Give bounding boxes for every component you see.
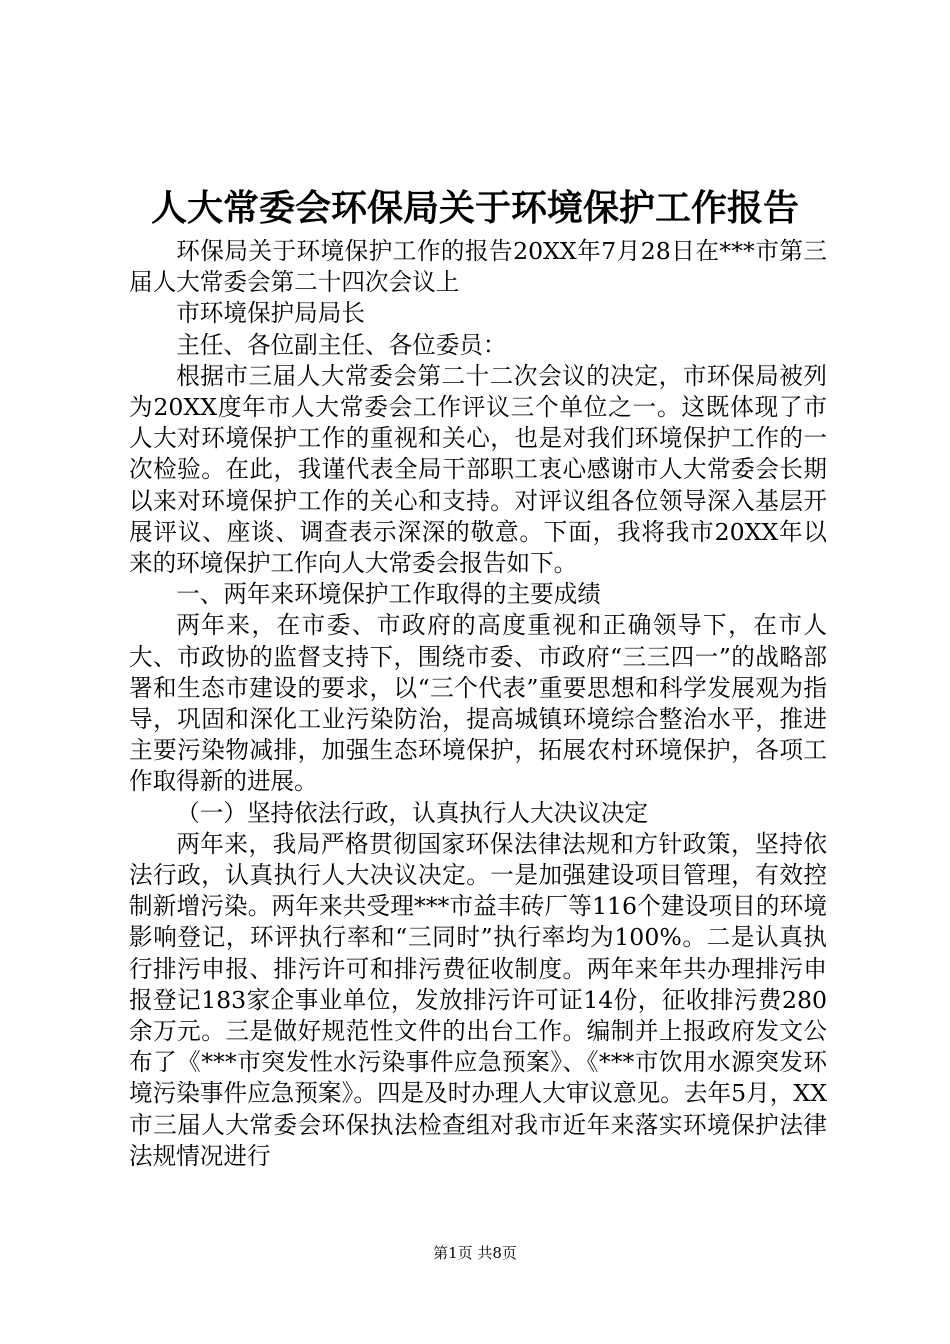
document-title: 人大常委会环保局关于环境保护工作报告 (150, 187, 799, 229)
document-body (129, 236, 827, 1172)
paragraph-achievements: 两年来，在市委、市政府的高度重视和正确领导下，在市人大、市政协的监督支持下，围绕市委、市政府“三三四一”的战略部署和生态市建设的要求，以“三个代表”重要思想和科学发展观为指导，巩固和深化工业污染防治，提高城镇环境综合整治水平，推进主要污染物减排，加强生态环境保护，拓展农村环境保护，各项工作取得新的进展。 (129, 611, 827, 796)
paragraph-report-heading: 环保局关于环境保护工作的报告20XX年7月28日在***市第三届人大常委会第二十四次会议上 (129, 237, 827, 297)
page-footer: 第1页 共8页 (433, 1244, 517, 1262)
subsection-heading-law: （一）坚持依法行政，认真执行人大决议决定 (176, 798, 649, 827)
paragraph-speaker: 市环境保护局局长 (176, 299, 365, 328)
paragraph-intro: 根据市三届人大常委会第二十二次会议的决定，市环保局被列为20XX度年市人大常委会工作评议三个单位之一。这既体现了市人大对环境保护工作的重视和关心，也是对我们环境保护工作的一次检验。在此，我谨代表全局干部职工衷心感谢市人大常委会长期以来对环境保护工作的关心和支持。对评议组各位领导深入基层开展评议、座谈、调查表示深深的敬意。下面，我将我市20XX年以来的环境保护工作向人大常委会报告如下。 (129, 361, 827, 578)
paragraph-law: 两年来，我局严格贯彻国家环保法律法规和方针政策，坚持依法行政，认真执行人大决议决定。一是加强建设项目管理，有效控制新增污染。两年来共受理***市益丰砖厂等116个建设项目的环境影响登记，环评执行率和“三同时”执行率均为100%。二是认真执行排污申报、排污许可和排污费征收制度。两年来年共办理排污申报登记183家企事业单位，发放排污许可证14份，征收排污费280余万元。三是做好规范性文件的出台工作。编制并上报政府发文公布了《***市突发性水污染事件应急预案》、《***市饮用水源突发环境污染事件应急预案》。四是及时办理人大审议意见。去年5月，XX市三届人大常委会环保执法检查组对我市近年来落实环境保护法律法规情况进行 (129, 829, 827, 1170)
section-heading-achievements: 一、两年来环境保护工作取得的主要成绩 (176, 580, 601, 609)
paragraph-salutation: 主任、各位副主任、各位委员： (176, 330, 507, 359)
